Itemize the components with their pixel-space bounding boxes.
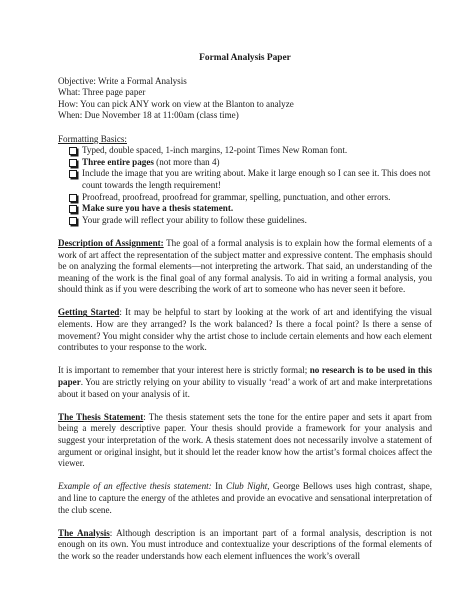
formatting-list xyxy=(58,145,432,226)
objective-line: Objective: Write a Formal Analysis xyxy=(58,75,187,86)
list-item: Proofread, proofread, proofread for grammar, spelling, punctuation, and other errors. xyxy=(58,192,432,204)
list-item: Include the image that you are writing about. Make it large enough so I can see it. This does not count towards the length requirement! xyxy=(58,168,432,191)
example-label: Example of an effective thesis statement: xyxy=(58,481,212,492)
assignment-header xyxy=(58,76,432,122)
description-heading: Description of Assignment: xyxy=(58,237,164,248)
formatting-heading: Formatting Basics: xyxy=(58,133,127,144)
thesis-paragraph: The Thesis Statement: The thesis statement sets the tone for the entire paper and sets it apart from being a merely descriptive paper. Your thesis should provide a framework for your analysis and suggest your interpretation of the work. A thesis statement does not necessarily involve a statement of argument or original insight, but it should let the reader know how the artist’s formal choices affect the viewer. xyxy=(58,411,432,469)
artwork-title: Club Night xyxy=(226,481,268,492)
research-note-paragraph: It is important to remember that your interest here is strictly formal; no research is to be used in this paper. You are strictly relying on your ability to visually ‘read’ a work of art and make interpretations about it based on your analysis of it. xyxy=(58,365,432,399)
list-item: Your grade will reflect your ability to follow these guidelines. xyxy=(58,215,432,227)
checkbox-bullet-icon xyxy=(69,147,77,155)
thesis-heading: The Thesis Statement xyxy=(58,411,144,422)
checkbox-bullet-icon xyxy=(69,205,77,213)
getting-started-heading: Getting Started xyxy=(58,307,120,318)
list-item: Make sure you have a thesis statement. xyxy=(58,203,432,215)
description-paragraph: Description of Assignment: The goal of a formal analysis is to explain how the formal elements of a work of art affect the representation of the subject matter and expressive content. The emphasis should be on analyzing the formal elements—not interpreting the artwork. That said, an understanding of the meaning of the work is the final goal of any formal analysis. To aid in writing a formal analysis, you should think as if you were describing the work of art to someone who has never seen it before. xyxy=(58,237,432,295)
thesis-example-paragraph: Example of an effective thesis statement: In Club Night, George Bellows uses high contrast, shape, and line to capture the energy of the athletes and provide an evocative and sensational interpretation of the club scene. xyxy=(58,481,433,515)
what-line: What: Three page paper xyxy=(58,87,146,98)
page-title: Formal Analysis Paper xyxy=(199,53,291,63)
when-line: When: Due November 18 at 11:00am (class time) xyxy=(58,110,239,121)
checkbox-bullet-icon xyxy=(69,194,77,202)
analysis-paragraph: The Analysis: Although description is an important part of a formal analysis, description is not enough on its own. You must introduce and contextualize your descriptions of the formal elements of the work so the reader understands how each element influences the work’s overall xyxy=(58,527,432,561)
list-item: Typed, double spaced, 1-inch margins, 12-point Times New Roman font. xyxy=(58,145,432,157)
how-line: How: You can pick ANY work on view at the Blanton to analyze xyxy=(58,98,294,109)
getting-started-paragraph: Getting Started: It may be helpful to start by looking at the work of art and identifying the visual elements. How are they arranged? Is the work balanced? Is there a focal point? Is there a sense of movement? You might consider why the artist chose to include certain elements and how each element contributes to your response to the work. xyxy=(58,307,432,353)
list-item: Three entire pages (not more than 4) xyxy=(58,157,432,169)
analysis-heading: The Analysis xyxy=(58,527,110,538)
checkbox-bullet-icon xyxy=(69,170,77,178)
no-research-emphasis: no research is to be used in this paper xyxy=(58,365,432,388)
checkbox-bullet-icon xyxy=(69,159,77,167)
checkbox-bullet-icon xyxy=(69,217,77,225)
